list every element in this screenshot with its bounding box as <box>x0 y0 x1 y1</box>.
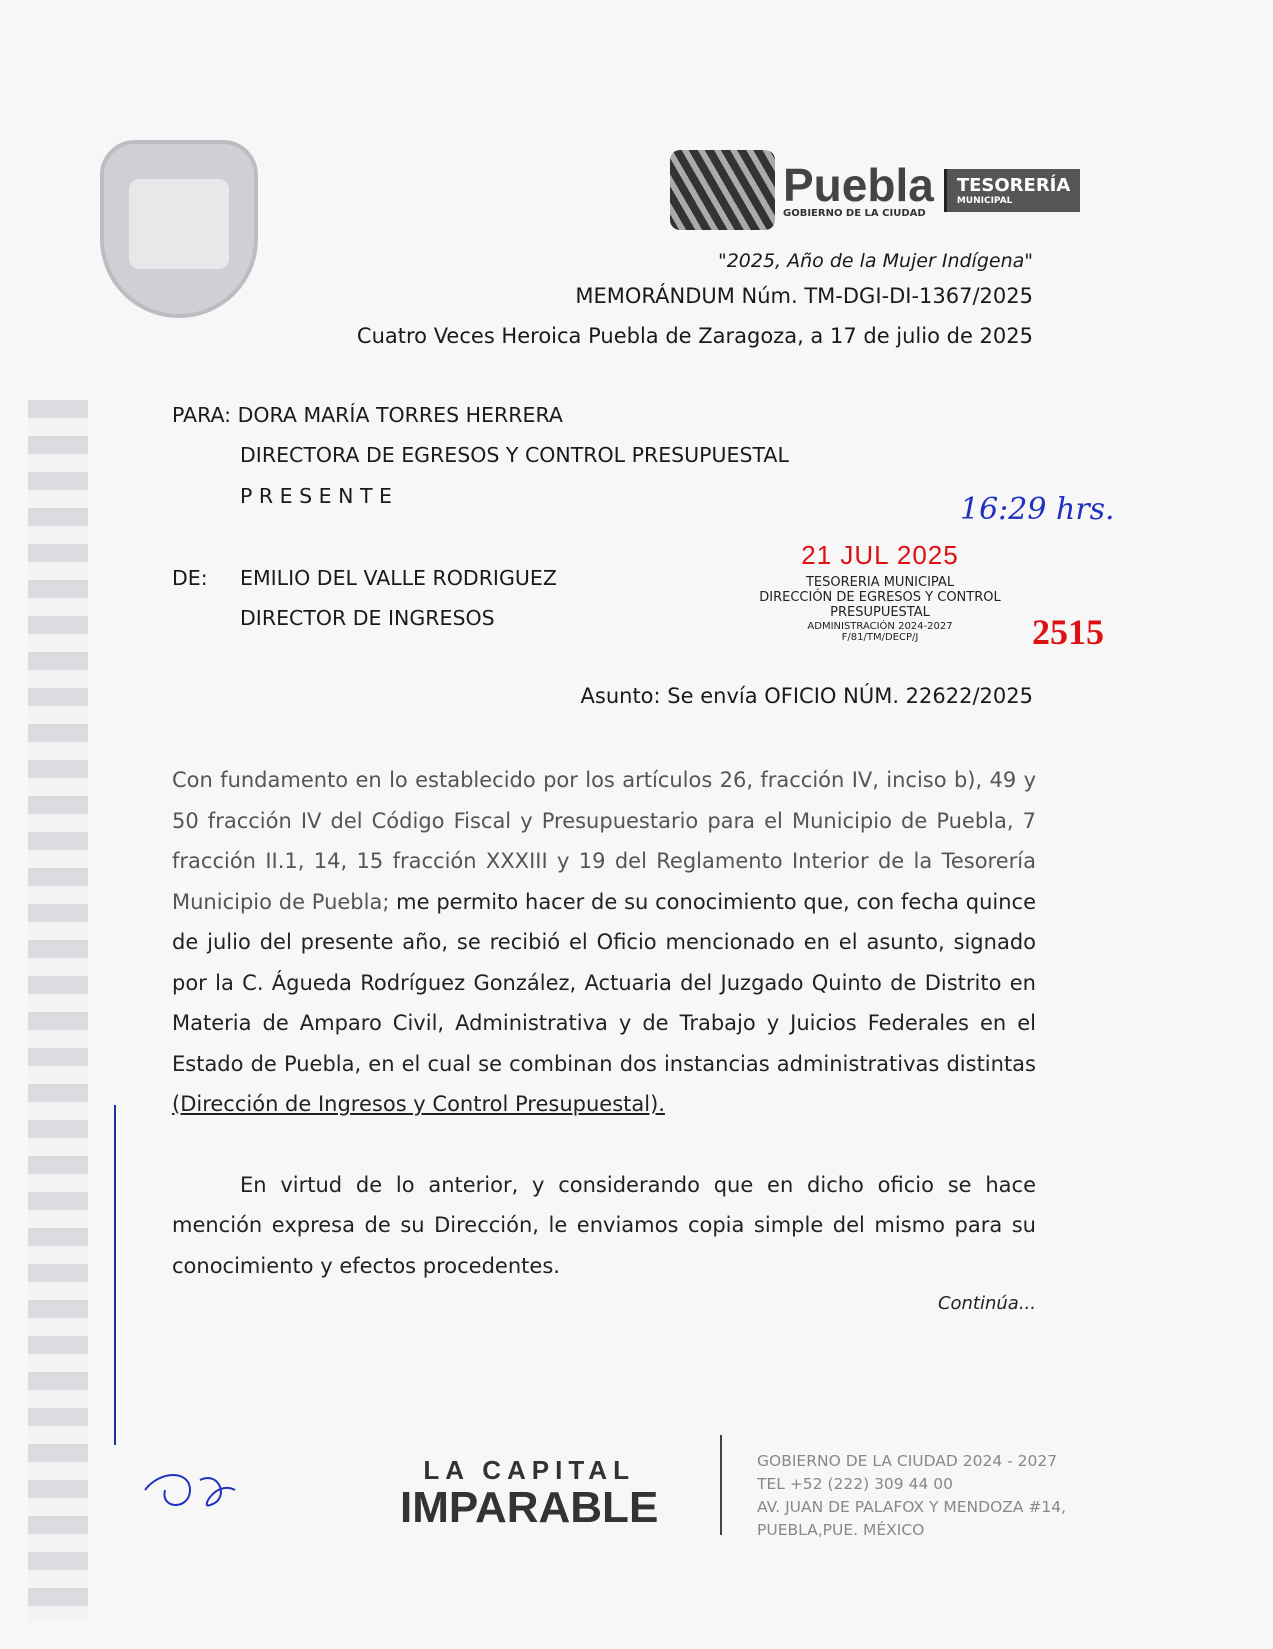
stamp-line: PRESUPUESTAL <box>830 604 930 620</box>
signature-initials <box>140 1460 260 1520</box>
folio-number: 2515 <box>1032 612 1104 652</box>
subject-label: Asunto: <box>580 684 661 708</box>
handwritten-line <box>114 1105 116 1445</box>
to-title: DIRECTORA DE EGRESOS Y CONTROL PRESUPUESTAL <box>240 443 789 467</box>
stamp-line: TESORERIA MUNICIPAL <box>805 575 955 590</box>
tesoreria-badge <box>944 169 1080 212</box>
paragraph-1-main: me permito hacer de su conocimiento que, con fecha quince de julio del presente año, se recibió el Oficio mencionado en el asunto, signado por la C. Águeda Rodríguez González, Actuaria del Juzgado Quinto de Distrito en Materia de Amparo Civil, Administrativa y de Trabajo y Juicios Federales en el Estado de Puebla, en el cual se combinan dos instancias administrativas distintas <box>172 889 1036 1076</box>
paragraph-2: En virtud de lo anterior, y considerando que en dicho oficio se hace mención expresa de su Dirección, le enviamos copia simple del mismo para su conocimiento y efectos procedentes. <box>172 1172 1036 1278</box>
handwritten-time: 16:29 hrs. <box>960 492 1115 527</box>
slogan-bottom: IMPARABLE <box>400 1483 659 1532</box>
footer-info <box>757 1450 1066 1542</box>
to-name: DORA MARÍA TORRES HERRERA <box>237 403 563 427</box>
place-date: Cuatro Veces Heroica Puebla de Zaragoza, a 17 de julio de 2025 <box>356 324 1033 348</box>
slogan-top: LA CAPITAL <box>423 1455 635 1485</box>
stamp-line: DIRECCIÓN DE EGRESOS Y CONTROL <box>759 589 1001 605</box>
memo-body <box>172 760 1036 1322</box>
puebla-emblem-icon <box>670 150 775 230</box>
footer-divider <box>720 1435 722 1535</box>
subject-line <box>581 684 1033 708</box>
city-seal-logo <box>100 140 258 318</box>
municipal-label: MUNICIPAL <box>956 195 1013 206</box>
footer-government: GOBIERNO DE LA CIUDAD 2024 - 2027 <box>757 1452 1058 1470</box>
paragraph-1 <box>172 760 1036 1125</box>
to-label: PARA: <box>172 403 232 427</box>
to-line <box>172 403 563 427</box>
stamp-line: F/81/TM/DECP/J <box>841 632 919 644</box>
subject-text: Se envía OFICIO NÚM. 22622/2025 <box>667 684 1033 708</box>
footer-city: PUEBLA,PUE. MÉXICO <box>757 1521 925 1539</box>
stamp-line: ADMINISTRACIÓN 2024-2027 <box>807 620 953 632</box>
stamp-date: 21 JUL 2025 <box>801 540 959 570</box>
from-label: DE: <box>172 566 208 590</box>
paragraph-1-legal: Con fundamento en lo establecido por los artículos 26, fracción IV, inciso b), 49 y 50 fracción IV del Código Fiscal y Presupuestario para el Municipio de Puebla, 7 fracción II.1, 14, 15 fracción XXXIII y 19 del Reglamento Interior de la Tesorería Municipio de Puebla; <box>172 768 1036 914</box>
puebla-tesoreria-logo <box>670 150 1080 230</box>
from-name: EMILIO DEL VALLE RODRIGUEZ <box>240 566 557 590</box>
logo-sub: GOBIERNO DE LA CIUDAD <box>783 207 926 219</box>
footer-address: AV. JUAN DE PALAFOX Y MENDOZA #14, <box>757 1498 1067 1516</box>
paragraph-1-underlined: (Dirección de Ingresos y Control Presupuestal). <box>172 1092 665 1116</box>
seal-castle-icon <box>129 179 229 269</box>
footer-phone: TEL +52 (222) 309 44 00 <box>757 1475 953 1493</box>
from-title: DIRECTOR DE INGRESOS <box>240 606 495 630</box>
decorative-border <box>28 400 88 1620</box>
year-motto: "2025, Año de la Mujer Indígena" <box>717 250 1033 272</box>
memo-number: MEMORÁNDUM Núm. TM-DGI-DI-1367/2025 <box>575 284 1033 308</box>
presente: P R E S E N T E <box>240 484 392 508</box>
reception-stamp <box>740 540 1020 644</box>
logo-word: Puebla <box>783 158 934 211</box>
continues-note: Continúa... <box>937 1293 1036 1314</box>
tesoreria-label: TESORERÍA <box>956 174 1071 196</box>
la-capital-imparable-logo <box>400 1455 658 1530</box>
